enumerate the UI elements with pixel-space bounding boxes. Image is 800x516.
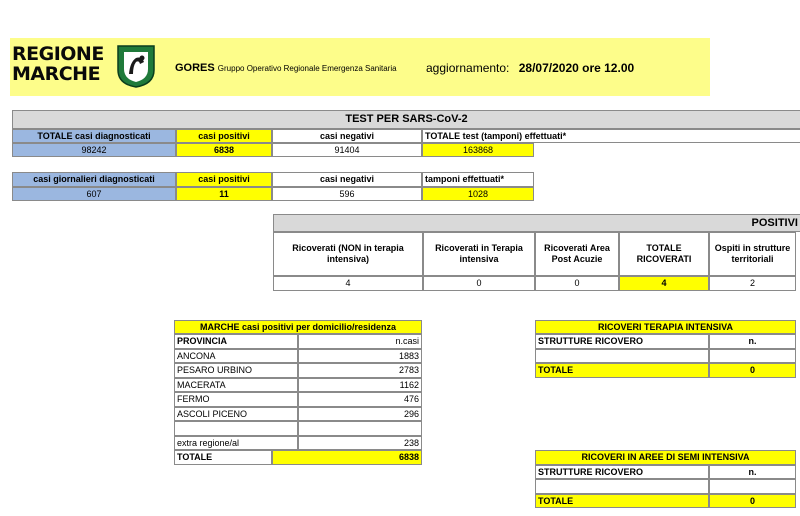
intensive-structure-header: STRUTTURE RICOVERO — [535, 334, 709, 349]
daily-header-tests: tamponi effettuati* — [422, 172, 534, 187]
intensive-n-header: n. — [709, 334, 796, 349]
semi-empty-row — [535, 479, 709, 494]
logo-line-1: REGIONE — [12, 43, 104, 65]
province-row-name: ASCOLI PICENO — [174, 407, 298, 421]
positivi-value-total: 4 — [619, 276, 709, 291]
daily-value-diagnosed: 607 — [12, 187, 176, 201]
semi-total-value: 0 — [709, 494, 796, 508]
semi-structure-header: STRUTTURE RICOVERO — [535, 465, 709, 479]
totals-value-tests: 163868 — [422, 143, 534, 157]
province-extra-label: extra regione/al — [174, 436, 298, 450]
province-row-name: MACERATA — [174, 378, 298, 392]
province-empty-row — [174, 421, 298, 436]
totals-header-positive: casi positivi — [176, 129, 272, 143]
province-table-title: MARCHE casi positivi per domicilio/residenza — [174, 320, 422, 334]
province-row-value: 476 — [298, 392, 422, 407]
regione-marche-logo — [12, 44, 104, 84]
semi-empty-row — [709, 479, 796, 494]
province-empty-row — [298, 421, 422, 436]
province-row-value: 1162 — [298, 378, 422, 392]
totals-value-positive: 6838 — [176, 143, 272, 157]
daily-header-positive: casi positivi — [176, 172, 272, 187]
positivi-header-post-acute: Ricoverati Area Post Acuzie — [535, 232, 619, 276]
totals-header-tests: TOTALE test (tamponi) effettuati* — [422, 129, 800, 143]
totals-header-negative: casi negativi — [272, 129, 422, 143]
positivi-header-territorial: Ospiti in strutture territoriali — [709, 232, 796, 276]
daily-value-negative: 596 — [272, 187, 422, 201]
positivi-value-post-acute: 0 — [535, 276, 619, 291]
province-column-header: PROVINCIA — [174, 334, 298, 349]
province-row-name: ANCONA — [174, 349, 298, 363]
province-extra-value: 238 — [298, 436, 422, 450]
totals-value-negative: 91404 — [272, 143, 422, 157]
update-label: aggiornamento: — [426, 61, 510, 75]
semi-n-header: n. — [709, 465, 796, 479]
daily-value-tests: 1028 — [422, 187, 534, 201]
org-full-name: Gruppo Operativo Regionale Emergenza Sanitaria — [217, 64, 397, 73]
province-row-value: 296 — [298, 407, 422, 421]
province-row-name: FERMO — [174, 392, 298, 407]
logo-line-2: MARCHE — [12, 63, 101, 85]
daily-header-negative: casi negativi — [272, 172, 422, 187]
totals-value-diagnosed: 98242 — [12, 143, 176, 157]
test-table-title: TEST PER SARS-CoV-2 — [12, 110, 800, 129]
province-total-label: TOTALE — [174, 450, 272, 465]
positivi-header-non-intensive: Ricoverati (NON in terapia intensiva) — [273, 232, 423, 276]
cases-column-header: n.casi — [298, 334, 422, 349]
positivi-header-total: TOTALE RICOVERATI — [619, 232, 709, 276]
province-row-name: PESARO URBINO — [174, 363, 298, 378]
update-info — [426, 61, 634, 75]
province-total-value: 6838 — [272, 450, 422, 465]
organization-name — [175, 62, 397, 74]
semi-table-title: RICOVERI IN AREE DI SEMI INTENSIVA — [535, 450, 796, 465]
province-row-value: 2783 — [298, 363, 422, 378]
semi-total-label: TOTALE — [535, 494, 709, 508]
intensive-table-title: RICOVERI TERAPIA INTENSIVA — [535, 320, 796, 334]
positivi-value-territorial: 2 — [709, 276, 796, 291]
daily-value-positive: 11 — [176, 187, 272, 201]
intensive-empty-row — [535, 349, 709, 363]
intensive-total-label: TOTALE — [535, 363, 709, 378]
positivi-value-non-intensive: 4 — [273, 276, 423, 291]
update-date: 28/07/2020 ore 12.00 — [518, 61, 635, 75]
province-row-value: 1883 — [298, 349, 422, 363]
intensive-total-value: 0 — [709, 363, 796, 378]
positivi-value-intensive: 0 — [423, 276, 535, 291]
org-acronym: GORES — [175, 62, 215, 74]
daily-header-diagnosed: casi giornalieri diagnosticati — [12, 172, 176, 187]
positivi-title: POSITIVI — [273, 214, 800, 232]
marche-emblem-icon — [116, 44, 156, 88]
intensive-empty-row — [709, 349, 796, 363]
totals-header-diagnosed: TOTALE casi diagnosticati — [12, 129, 176, 143]
positivi-header-intensive: Ricoverati in Terapia intensiva — [423, 232, 535, 276]
